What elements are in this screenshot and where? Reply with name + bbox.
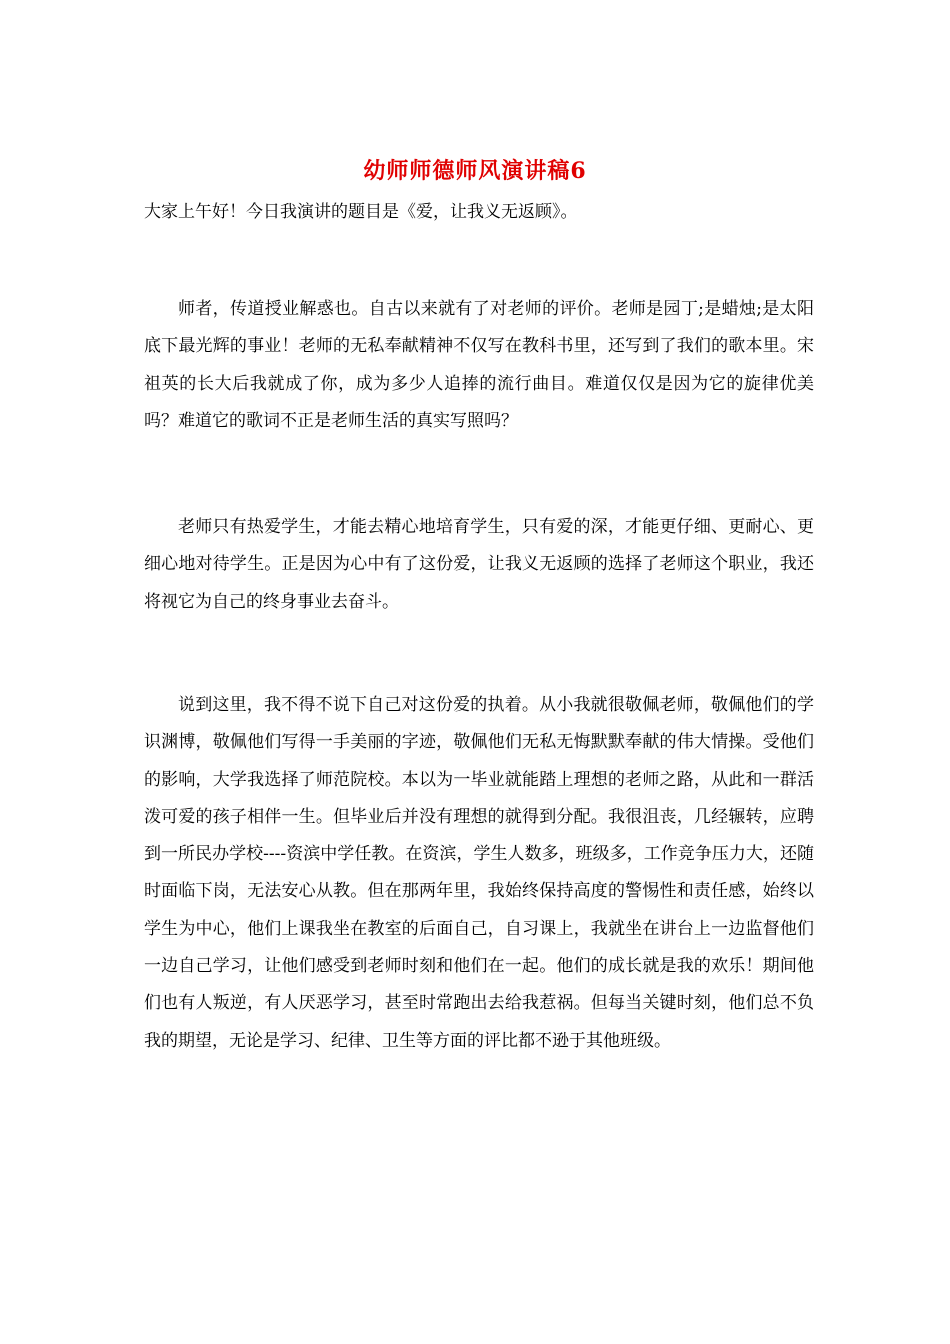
paragraph-2: 老师只有热爱学生，才能去精心地培育学生，只有爱的深，才能更仔细、更耐心、更细心地对待学生。正是因为心中有了这份爱，让我义无返顾的选择了老师这个职业，我还将视它为自己的终身事业去奋斗。	[144, 517, 814, 612]
greeting-line: 大家上午好！今日我演讲的题目是《爱，让我义无返顾》。	[144, 202, 578, 222]
paragraph-3: 说到这里，我不得不说下自己对这份爱的执着。从小我就很敬佩老师，敬佩他们的学识渊博，敬佩他们写得一手美丽的字迹，敬佩他们无私无悔默默奉献的伟大情操。受他们的影响，大学我选择了师范院校。本以为一毕业就能踏上理想的老师之路，从此和一群活泼可爱的孩子相伴一生。但毕业后并没有理想的就得到分配。我很沮丧，几经辗转，应聘到一所民办学校----资滨中学任教。在资滨，学生人数多，班级多，工作竞争压力大，还随时面临下岗，无法安心从教。但在那两年里，我始终保持高度的警惕性和责任感，始终以学生为中心，他们上课我坐在教室的后面自己，自习课上，我就坐在讲台上一边监督他们一边自己学习，让他们感受到老师时刻和他们在一起。他们的成长就是我的欢乐！期间他们也有人叛逆，有人厌恶学习，甚至时常跑出去给我惹祸。但每当关键时刻，他们总不负我的期望，无论是学习、纪律、卫生等方面的评比都不逊于其他班级。	[144, 695, 814, 1051]
document-title: 幼师师德师风演讲稿6	[363, 158, 587, 184]
paragraph-1: 师者，传道授业解惑也。自古以来就有了对老师的评价。老师是园丁;是蜡烛;是太阳底下最光辉的事业！老师的无私奉献精神不仅写在教科书里，还写到了我们的歌本里。宋祖英的长大后我就成了你，成为多少人追捧的流行曲目。难道仅仅是因为它的旋律优美吗？难道它的歌词不正是老师生活的真实写照吗？	[144, 299, 814, 431]
